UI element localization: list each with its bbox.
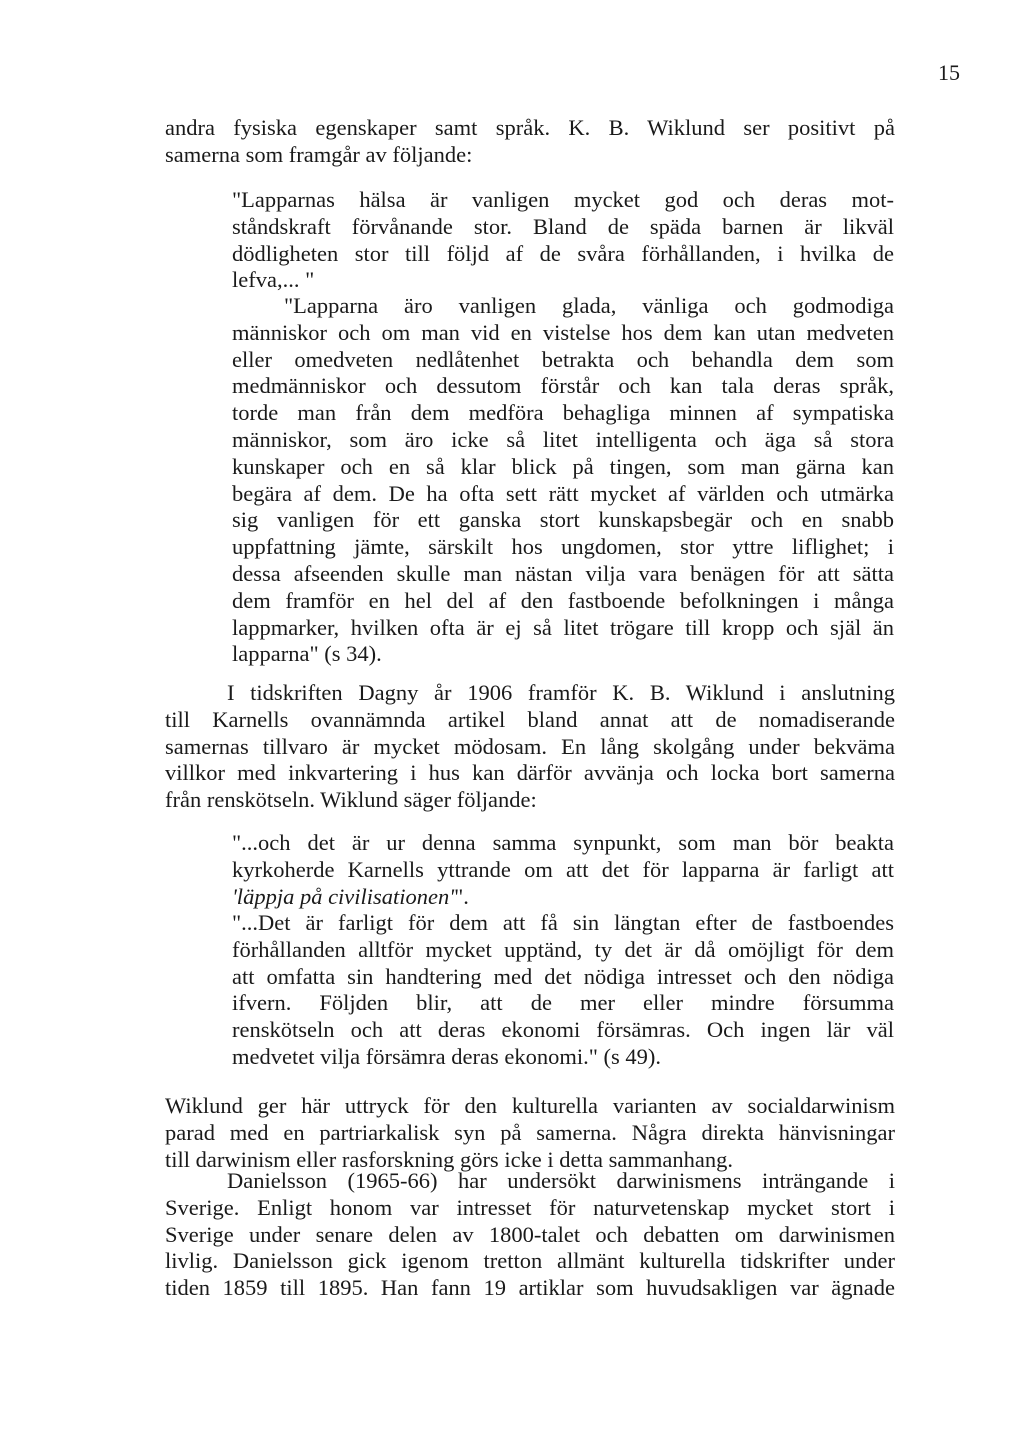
text-line: från renskötseln. Wiklund säger följande: bbox=[165, 787, 537, 813]
text-line: till Karnells ovannämnda artikel bland annat att de nomadiserande bbox=[165, 706, 895, 732]
block-quote bbox=[232, 187, 894, 294]
block-quote bbox=[232, 910, 894, 1071]
quote-end: ". bbox=[454, 883, 469, 909]
text-line: människor, som äro icke så litet intelligenta och äga så stora bbox=[232, 426, 894, 452]
text-line: livlig. Danielsson gick igenom tretton allmänt kulturella tidskrifter under bbox=[165, 1248, 895, 1274]
text-line: Danielsson (1965-66) har undersökt darwinismens inträngande i bbox=[227, 1168, 895, 1193]
text-line: dödligheten stor till följd af de svåra förhållanden, i hvilka de bbox=[232, 240, 894, 266]
body-paragraph bbox=[165, 1093, 895, 1173]
text-line: torde man från dem medföra behagliga minnen af sympatiska bbox=[232, 400, 894, 426]
text-line: "...och det är ur denna samma synpunkt, som man bör beakta bbox=[232, 830, 894, 855]
text-line: lefva,... " bbox=[232, 267, 315, 293]
text-line: uppfattning jämte, särskilt hos ungdomen, stor yttre liflighet; i bbox=[232, 534, 894, 560]
text-line: att omfatta sin handtering med det nödiga intresset och den nödiga bbox=[232, 963, 894, 989]
block-quote bbox=[232, 830, 894, 910]
text-line: medmänniskor och dessutom förstår och kan tala deras språk, bbox=[232, 373, 894, 399]
block-quote bbox=[232, 293, 894, 668]
text-line: I tidskriften Dagny år 1906 framför K. B. Wiklund i anslutning bbox=[227, 680, 895, 705]
text-line: renskötseln och att deras ekonomi försämras. Och ingen lär väl bbox=[232, 1017, 894, 1043]
body-paragraph bbox=[165, 680, 895, 814]
page-number: 15 bbox=[938, 60, 960, 85]
text-line: sig vanligen för ett ganska stort kunskapsbegär och en snabb bbox=[232, 507, 894, 533]
text-line: "...Det är farligt för dem att få sin längtan efter de fastboendes bbox=[232, 910, 894, 935]
text-line: till darwinism eller rasforskning görs icke i detta sammanhang. bbox=[165, 1146, 733, 1172]
text-line: samernas tillvaro är mycket mödosam. En lång skolgång under bekväma bbox=[165, 733, 895, 759]
text-line: dessa afseenden skulle man nästan vilja vara benägen för att sätta bbox=[232, 560, 894, 586]
text-line: lapparna" (s 34). bbox=[232, 641, 382, 667]
text-line: samerna som framgår av följande: bbox=[165, 141, 473, 167]
text-line: Sverige under senare delen av 1800-talet och debatten om darwinismen bbox=[165, 1221, 895, 1247]
text-line: Sverige. Enligt honom var intresset för naturvetenskap mycket stort i bbox=[165, 1194, 895, 1220]
text-line: "Lapparna äro vanligen glada, vänliga och godmodiga bbox=[284, 293, 894, 318]
text-line: människor och om man vid en vistelse hos dem kan utan medveten bbox=[232, 319, 894, 345]
text-line: dem framför en hel del af den fastboende befolkningen i många bbox=[232, 587, 894, 613]
text-line: "Lapparnas hälsa är vanligen mycket god och deras mot- bbox=[232, 187, 894, 212]
text-line: andra fysiska egenskaper samt språk. K. B. Wiklund ser positivt på bbox=[165, 115, 895, 140]
text-line: begära af dem. De ha ofta sett rätt mycket af världen och utmärka bbox=[232, 480, 894, 506]
text-line bbox=[232, 884, 894, 911]
intro-paragraph bbox=[165, 115, 895, 169]
text-line: Wiklund ger här uttryck för den kulturella varianten av socialdarwinism bbox=[165, 1093, 895, 1118]
text-line: ifvern. Följden blir, att de mer eller mindre försumma bbox=[232, 990, 894, 1016]
text-line: villkor med inkvartering i hus kan därför avvänja och locka bort samerna bbox=[165, 760, 895, 786]
text-line: kyrkoherde Karnells yttrande om att det för lapparna är farligt att bbox=[232, 856, 894, 882]
text-line: medvetet vilja försämra deras ekonomi." (s 49). bbox=[232, 1043, 662, 1069]
text-line: lappmarker, hvilken ofta är ej så litet trögare till kropp och själ än bbox=[232, 614, 894, 640]
text-line: eller omedveten nedlåtenhet betrakta och behandla dem som bbox=[232, 346, 894, 372]
text-line: parad med en partriarkalisk syn på samerna. Några direkta hänvisningar bbox=[165, 1119, 895, 1145]
italic-phrase: 'läppja på civilisationen' bbox=[232, 883, 455, 909]
text-line: kunskaper och en så klar blick på tingen, som man gärna kan bbox=[232, 453, 894, 479]
text-line: ståndskraft förvånande stor. Bland de späda barnen är likväl bbox=[232, 213, 894, 239]
text-line: tiden 1859 till 1895. Han fann 19 artiklar som huvudsakligen var ägnade bbox=[165, 1275, 895, 1301]
body-paragraph bbox=[165, 1168, 895, 1302]
text-line: förhållanden alltför mycket upptänd, ty det är då omöjligt för dem bbox=[232, 936, 894, 962]
